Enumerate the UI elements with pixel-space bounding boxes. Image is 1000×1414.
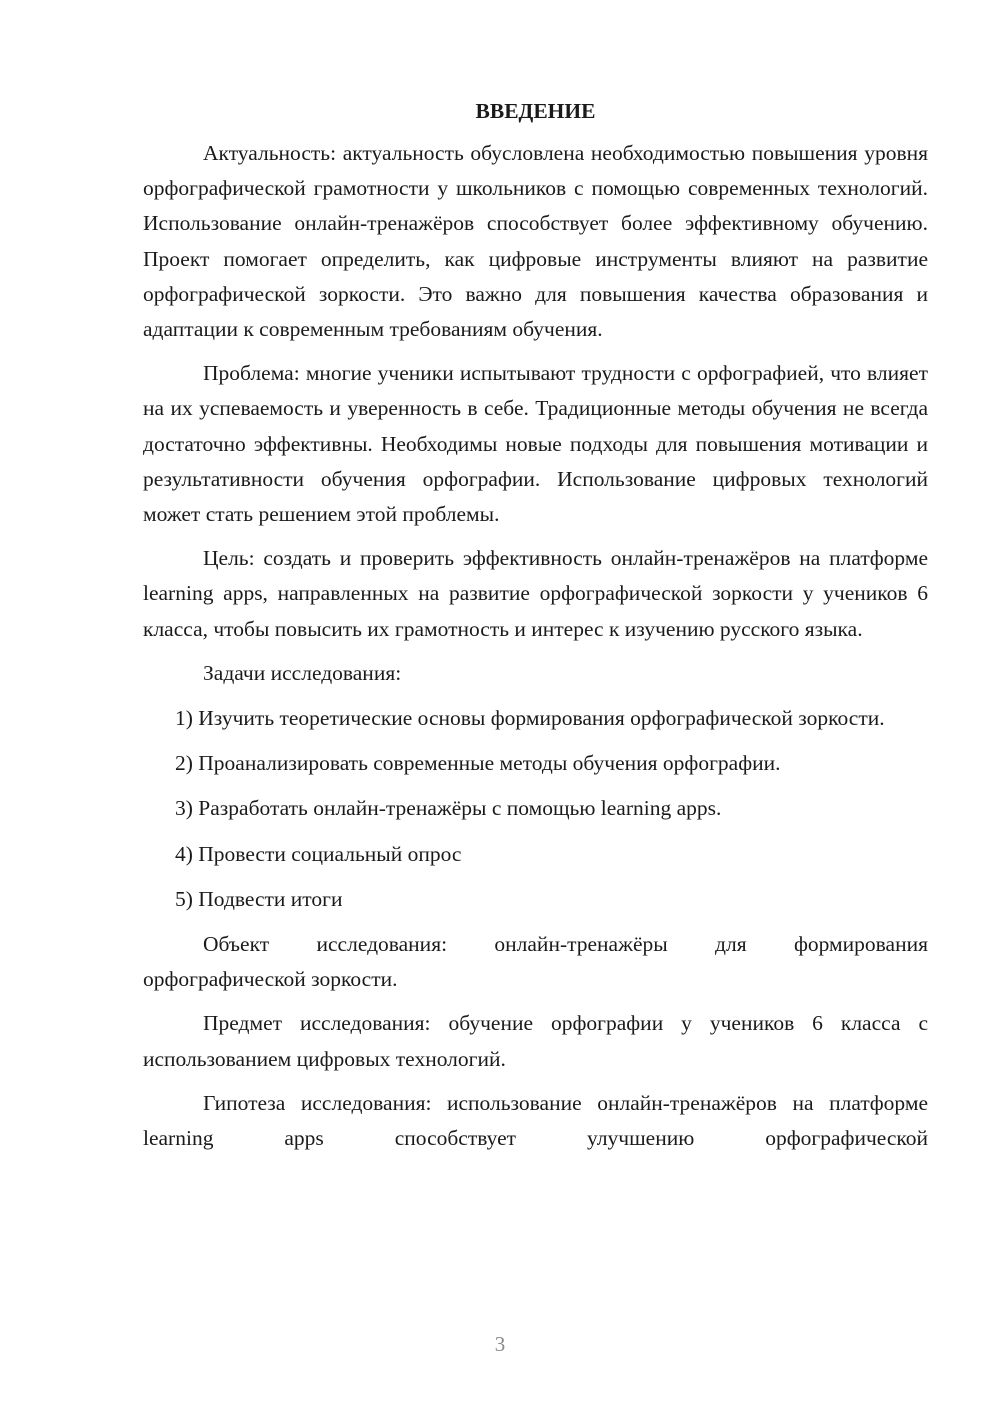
paragraph-subject: Предмет исследования: обучение орфографии у учеников 6 класса с использованием цифровых технологий. [143, 1011, 928, 1071]
task-item-4: 4) Провести социальный опрос [175, 841, 462, 866]
document-page [143, 96, 928, 1165]
paragraph-tasks-heading: Задачи исследования: [203, 660, 402, 685]
task-item-5: 5) Подвести итоги [175, 886, 343, 911]
paragraph-goal: Цель: создать и проверить эффективность онлайн-тренажёров на платформе learning apps, направленных на развитие орфографической зоркости у учеников 6 класса, чтобы повысить их грамотность и интерес к изучению русского языка. [143, 546, 928, 641]
paragraph-problem: Проблема: многие ученики испытывают трудности с орфографией, что влияет на их успеваемость и уверенность в себе. Традиционные методы обучения не всегда достаточно эффективны. Необходимы новые подходы для повышения мотивации и результативности обучения орфографии. Использование цифровых технологий может стать решением этой проблемы. [143, 361, 928, 527]
section-title: ВВЕДЕНИЕ [475, 99, 596, 123]
task-item-2: 2) Проанализировать современные методы обучения орфографии. [175, 751, 781, 776]
paragraph-relevance: Актуальность: актуальность обусловлена необходимостью повышения уровня орфографической грамотности у школьников с помощью современных технологий. Использование онлайн-тренажёров способствует более эффективному обучению. Проект помогает определить, как цифровые инструменты влияют на развитие орфографической зоркости. Это важно для повышения качества образования и адаптации к современным требованиям обучения. [143, 141, 928, 342]
task-item-3: 3) Разработать онлайн-тренажёры с помощью learning apps. [175, 796, 722, 821]
task-item-1: 1) Изучить теоретические основы формирования орфографической зоркости. [175, 706, 885, 731]
paragraph-object: Объект исследования: онлайн-тренажёры для формирования орфографической зоркости. [143, 932, 928, 992]
page-number: 3 [494, 1332, 506, 1356]
paragraph-hypothesis: Гипотеза исследования: использование онлайн-тренажёров на платформе learning apps способствует улучшению орфографической [143, 1090, 928, 1151]
